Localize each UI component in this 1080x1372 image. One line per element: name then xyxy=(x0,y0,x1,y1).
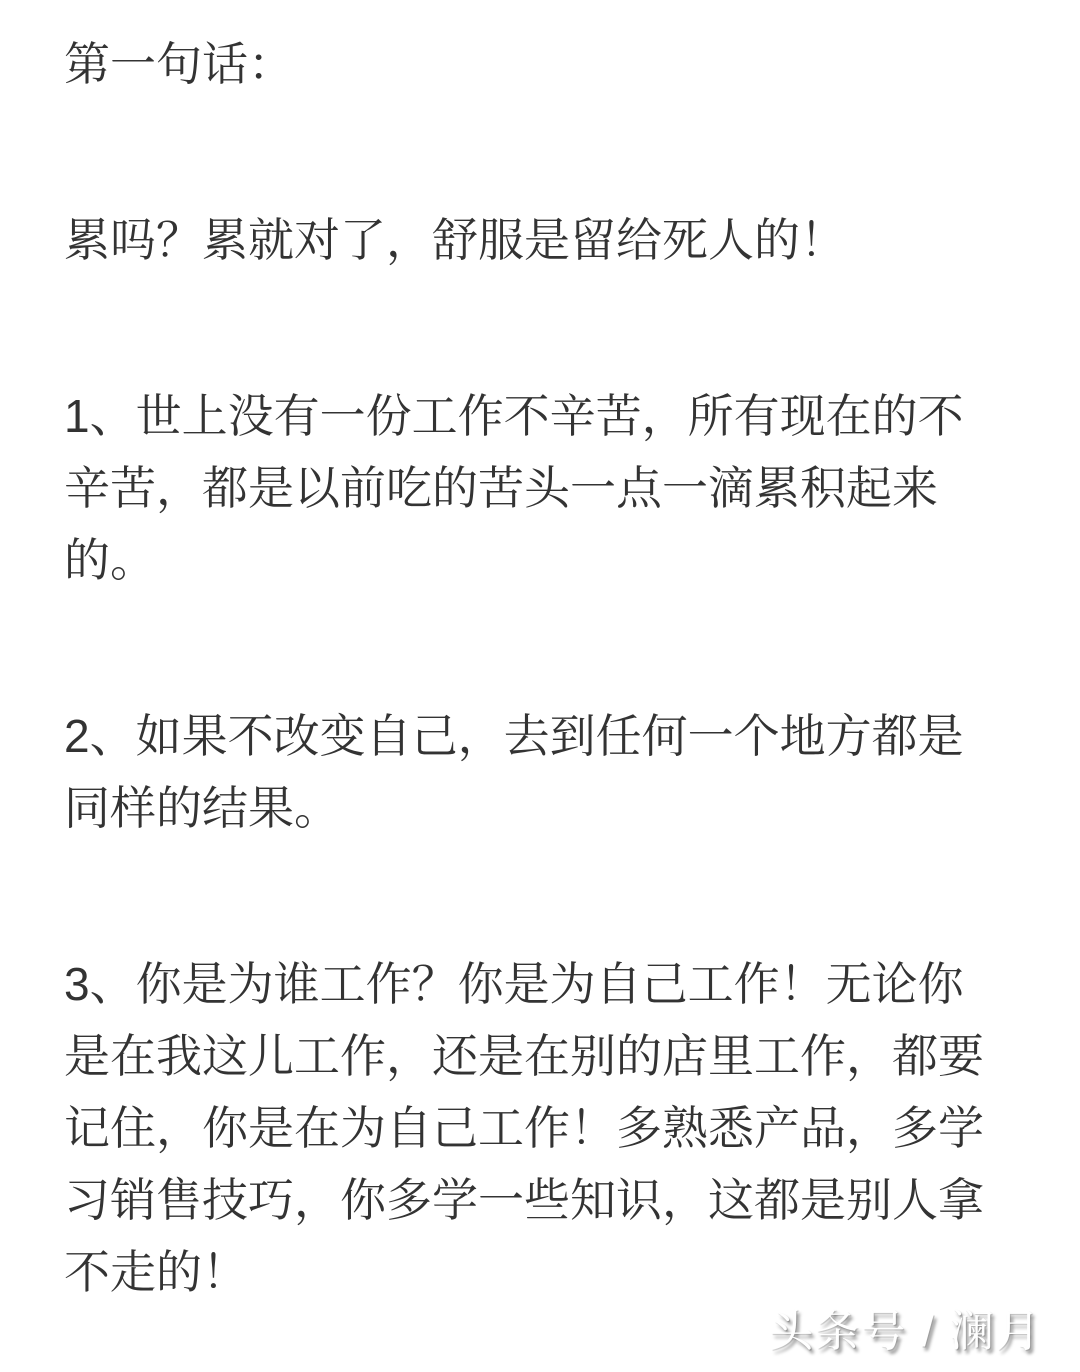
paragraph-2 xyxy=(64,700,1036,844)
watermark xyxy=(769,1308,1042,1356)
article-content xyxy=(64,28,1036,1308)
section-heading xyxy=(64,28,1036,100)
paragraph-3-line-1: 3、你是为谁工作？你是为自己工作！无论你 xyxy=(64,958,964,1010)
paragraph-1-line-3: 的。 xyxy=(64,534,156,586)
watermark-text: 头条号 / 澜月 xyxy=(769,1307,1042,1356)
quote-text: 累吗？累就对了，舒服是留给死人的！ xyxy=(64,214,846,266)
paragraph-3 xyxy=(64,948,1036,1308)
paragraph-1-line-2: 辛苦，都是以前吃的苦头一点一滴累积起来 xyxy=(64,462,938,514)
paragraph-3-line-3: 记住，你是在为自己工作！多熟悉产品，多学 xyxy=(64,1102,984,1154)
paragraph-3-line-4: 习销售技巧，你多学一些知识，这都是别人拿 xyxy=(64,1174,984,1226)
paragraph-1 xyxy=(64,380,1036,596)
heading-text: 第一句话： xyxy=(64,38,294,90)
paragraph-2-line-1: 2、如果不改变自己，去到任何一个地方都是 xyxy=(64,710,964,762)
paragraph-3-line-5: 不走的！ xyxy=(64,1246,248,1298)
quote-paragraph xyxy=(64,204,1036,276)
paragraph-2-line-2: 同样的结果。 xyxy=(64,782,340,834)
paragraph-1-line-1: 1、世上没有一份工作不辛苦，所有现在的不 xyxy=(64,390,964,442)
paragraph-3-line-2: 是在我这儿工作，还是在别的店里工作，都要 xyxy=(64,1030,984,1082)
